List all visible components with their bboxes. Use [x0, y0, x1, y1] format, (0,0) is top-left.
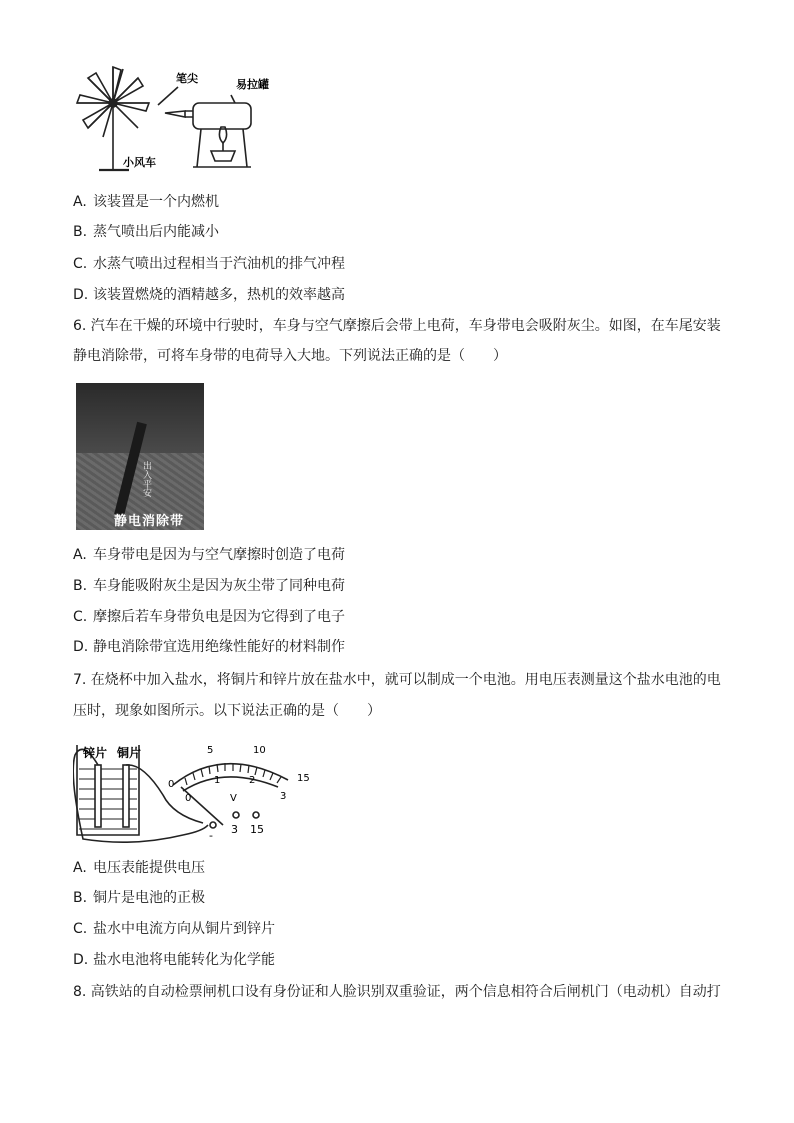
q6-option-a[interactable] — [73, 545, 345, 565]
scale-top-15: 15 — [297, 773, 310, 784]
terminal-3: 3 — [231, 823, 238, 836]
q5-option-a[interactable] — [73, 192, 219, 212]
terminal-15: 15 — [250, 823, 264, 836]
q7-stem-line2: 压时，现象如图所示。以下说法正确的是（ ） — [73, 703, 381, 719]
option-letter: C. — [73, 256, 88, 272]
q5-option-d[interactable] — [73, 285, 345, 305]
q6-option-b[interactable] — [73, 576, 345, 596]
q7-option-a[interactable] — [73, 858, 205, 878]
option-letter: D. — [73, 639, 89, 655]
scale-bottom-3: 3 — [280, 791, 287, 802]
option-letter: A. — [73, 194, 87, 210]
strip-text: 出入平安 — [141, 461, 151, 497]
option-text: 盐水中电流方向从铜片到锌片 — [93, 921, 275, 937]
zinc-label: 锌片 — [83, 746, 108, 760]
static-strip-photo — [76, 383, 204, 530]
option-letter: A. — [73, 860, 87, 876]
option-text: 车身带电是因为与空气摩擦时创造了电荷 — [93, 547, 345, 563]
q6-option-c[interactable] — [73, 607, 345, 627]
option-text: 该装置是一个内燃机 — [93, 194, 219, 210]
scale-bottom-2: 2 — [249, 775, 256, 786]
option-text: 水蒸气喷出过程相当于汽油机的排气冲程 — [93, 256, 345, 272]
q6-stem-line1: 6. 汽车在干燥的环境中行驶时，车身与空气摩擦后会带上电荷，车身带电会吸附灰尘。如图，在车尾安装 — [73, 318, 721, 334]
option-letter: A. — [73, 547, 87, 563]
option-letter: C. — [73, 609, 88, 625]
option-letter: C. — [73, 921, 88, 937]
option-text: 盐水电池将电能转化为化学能 — [93, 952, 275, 968]
scale-top-5: 5 — [207, 745, 214, 756]
option-letter: B. — [73, 578, 88, 594]
option-letter: D. — [73, 952, 89, 968]
q8-stem-line1: 8. 高铁站的自动检票闸机口设有身份证和人脸识别双重验证，两个信息相符合后闸机门（电动机）自动打 — [73, 984, 721, 1000]
q5-option-b[interactable] — [73, 222, 219, 242]
photo-caption: 静电消除带 — [114, 514, 185, 529]
scale-bottom-1: 1 — [214, 775, 221, 786]
q7-option-b[interactable] — [73, 888, 205, 908]
scale-top-10: 10 — [253, 745, 266, 756]
option-letter: B. — [73, 224, 88, 240]
pinwheel-label: 小风车 — [123, 156, 156, 169]
scale-top-0: 0 — [168, 779, 175, 790]
voltmeter-symbol: V — [230, 793, 237, 804]
salt-water-battery-figure — [73, 735, 318, 845]
option-text: 铜片是电池的正极 — [93, 890, 205, 906]
option-text: 车身能吸附灰尘是因为灰尘带了同种电荷 — [93, 578, 345, 594]
option-text: 蒸气喷出后内能减小 — [93, 224, 219, 240]
option-text: 摩擦后若车身带负电是因为它得到了电子 — [93, 609, 345, 625]
q5-option-c[interactable] — [73, 254, 345, 274]
option-letter: B. — [73, 890, 88, 906]
option-letter: D. — [73, 287, 89, 303]
option-text: 该装置燃烧的酒精越多，热机的效率越高 — [93, 287, 345, 303]
q7-option-d[interactable] — [73, 950, 275, 970]
pinwheel-steam-figure — [73, 55, 283, 180]
q6-option-d[interactable] — [73, 637, 345, 657]
q6-stem-line2: 静电消除带，可将车身带的电荷导入大地。下列说法正确的是（ ） — [73, 348, 507, 364]
option-text: 静电消除带宜选用绝缘性能好的材料制作 — [93, 639, 345, 655]
copper-label: 铜片 — [117, 746, 142, 760]
option-text: 电压表能提供电压 — [93, 860, 205, 876]
terminal-minus: - — [209, 829, 213, 842]
scale-bottom-0: 0 — [185, 793, 192, 804]
can-label: 易拉罐 — [236, 78, 269, 91]
q7-option-c[interactable] — [73, 919, 275, 939]
q7-stem-line1: 7. 在烧杯中加入盐水，将铜片和锌片放在盐水中，就可以制成一个电池。用电压表测量这个盐水电池的电 — [73, 672, 721, 688]
nib-label: 笔尖 — [176, 72, 198, 85]
